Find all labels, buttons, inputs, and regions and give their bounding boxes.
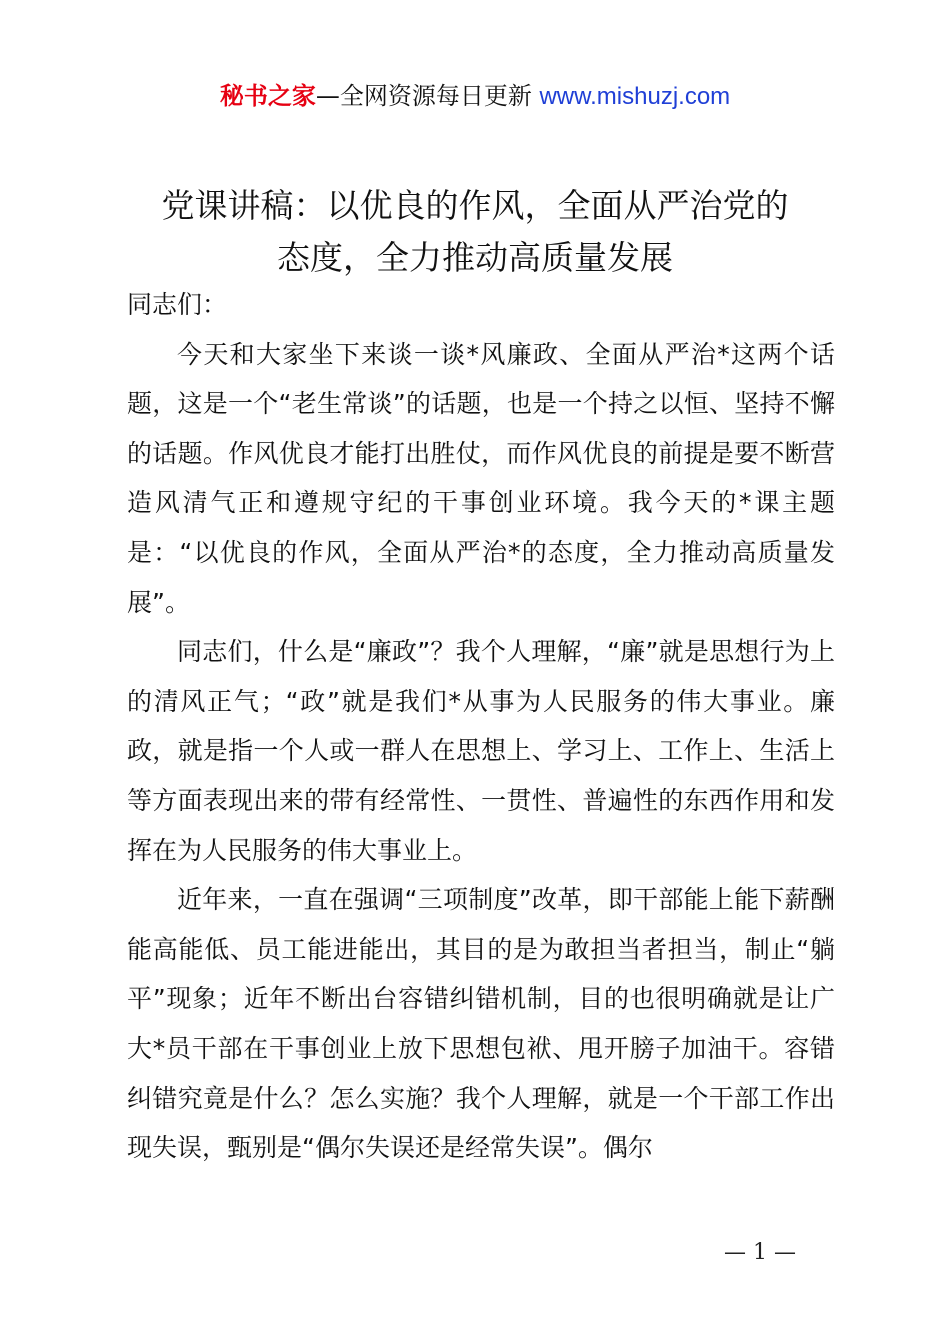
body-paragraph-2: 同志们，什么是“廉政”？我个人理解，“廉”就是思想行为上的清风正气；“政”就是我们*从事为人民服务的伟大事业。廉政，就是指一个人或一群人在思想上、学习上、工作上、生活上等方面表现出来的带有经常性、一贯性、普遍性的东西作用和发挥在为人民服务的伟大事业上。 bbox=[127, 637, 835, 865]
page-number: — 1 — bbox=[724, 1240, 796, 1265]
title-line-1: 党课讲稿：以优良的作风，全面从严治党的 bbox=[161, 186, 789, 225]
body-paragraph-3: 近年来，一直在强调“三项制度”改革，即干部能上能下薪酬能高能低、员工能进能出，其目的是为敢担当者担当，制止“躺平”现象；近年不断出台容错纠错机制，目的也很明确就是让广大*员干部在干事创业上放下思想包袱、甩开膀子加油干。容错纠错究竟是什么？怎么实施？我个人理解，就是一个干部工作出现失误，甄别是“偶尔失误还是经常失误”。偶尔 bbox=[127, 885, 835, 1163]
document-body bbox=[127, 280, 835, 1173]
greeting: 同志们： bbox=[127, 290, 228, 319]
brand-name: 秘书之家 bbox=[219, 82, 316, 110]
site-url-link[interactable]: www.mishuzj.com bbox=[539, 83, 731, 110]
banner-slogan: —全网资源每日更新 bbox=[315, 82, 540, 110]
title-line-2: 态度，全力推动高质量发展 bbox=[277, 238, 673, 277]
site-banner bbox=[0, 80, 950, 113]
document-title bbox=[100, 180, 850, 284]
body-paragraph-1: 今天和大家坐下来谈一谈*风廉政、全面从严治*这两个话题，这是一个“老生常谈”的话题，也是一个持之以恒、坚持不懈的话题。作风优良才能打出胜仗，而作风优良的前提是要不断营造风清气正和遵规守纪的干事创业环境。我今天的*课主题是：“以优良的作风，全面从严治*的态度，全力推动高质量发展”。 bbox=[127, 339, 835, 617]
